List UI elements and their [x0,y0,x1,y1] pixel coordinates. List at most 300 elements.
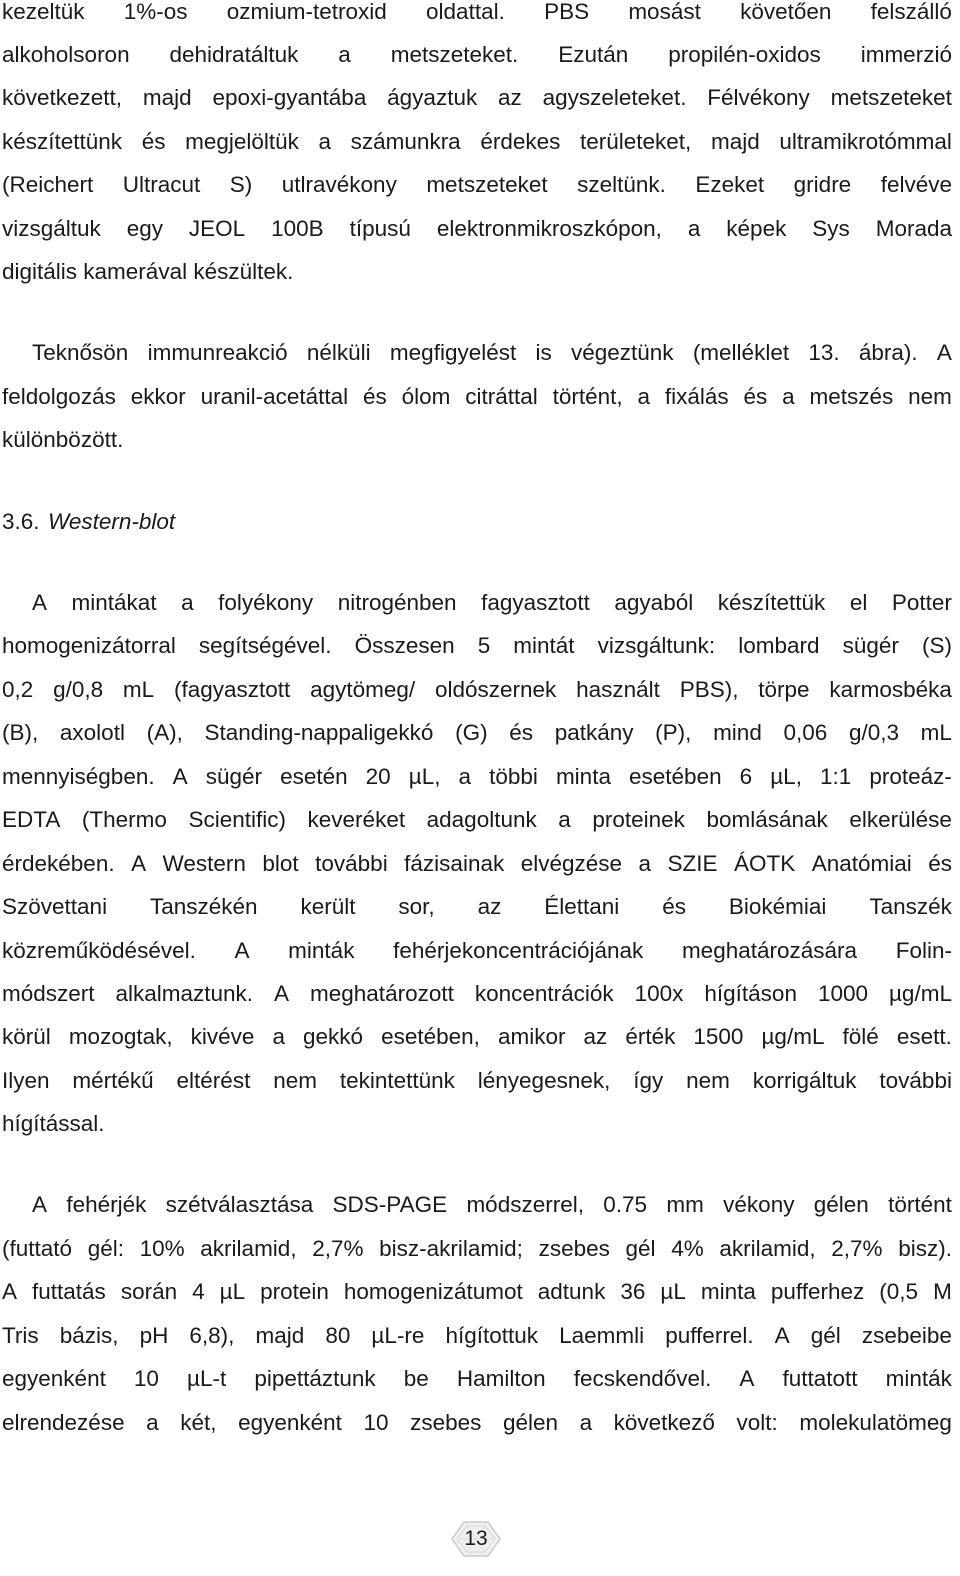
word: (Thermo [81,807,167,832]
word: típusú [349,216,411,241]
word: 1000 [817,981,868,1006]
text-line: digitális kamerával készültek. [2,259,294,284]
word: hígítottuk [445,1323,539,1348]
text-line [2,980,952,1008]
word: 1%-os [123,0,188,24]
word: egyenként [2,1366,106,1391]
word: homogenizátumot [343,1279,523,1304]
word: mintát [513,633,575,658]
word: meghatározott [310,981,454,1006]
text-line [2,1235,952,1263]
text-line [32,589,952,617]
word: készítettünk [2,129,123,154]
word: közreműködésével. [2,938,196,963]
word: (fagyasztott [173,677,291,702]
word: esetén [280,764,348,789]
text-line [2,84,952,112]
word: agyszeleteket. [542,85,687,110]
word: 0.75 [603,1192,648,1217]
word: A [234,938,250,963]
word: sügér [205,764,263,789]
word: majd [142,85,192,110]
word: gél: [87,1236,124,1261]
word: követően [740,0,832,24]
word: A [739,1366,755,1391]
word: esett. [896,1024,952,1049]
page-number-text: 13 [464,1527,488,1550]
word: sor, [398,894,435,919]
word: történt, [552,384,623,409]
word: µg/mL [888,981,952,1006]
word: mL [920,720,952,745]
word: a [782,384,795,409]
word: ágyaztuk [387,85,478,110]
word: került [300,894,356,919]
word: területeket, [580,129,692,154]
word: Összesen [354,633,455,658]
text-line [2,806,952,834]
text-line [2,1409,952,1437]
word: gél [625,1236,656,1261]
word: feldolgozás [2,384,116,409]
word: Élettani [544,894,620,919]
word: Szövettani [2,894,108,919]
word: további [879,1068,952,1093]
word: következő [613,1410,715,1435]
word: 1500 [693,1024,744,1049]
word: bisz). [898,1236,952,1261]
word: kivéve [190,1024,255,1049]
word: ozmium-tetroxid [226,0,387,24]
word: folyékony [218,590,314,615]
word: a [318,129,332,154]
word: képek [726,216,787,241]
word: µL [219,1279,246,1304]
word: a [146,1410,159,1435]
word: A [32,590,48,615]
word: 6,8), [189,1323,235,1348]
word: tekintettünk [339,1068,455,1093]
word: fecskendővel. [573,1366,712,1391]
word: és [509,720,534,745]
word: esetében [629,764,722,789]
word: g/0,3 [848,720,899,745]
text-line [32,339,952,367]
word: készítettük [717,590,826,615]
word: akrilamid, [200,1236,297,1261]
word: mL [122,677,155,702]
word: ekkor [130,384,186,409]
word: ábra). [858,340,918,365]
word: módszert [2,981,95,1006]
word: 80 [325,1323,351,1348]
word: számunkra [350,129,461,154]
word: és [363,384,387,409]
word: zsebeibe [861,1323,952,1348]
word: lényegesnek, [477,1068,611,1093]
word: a [579,1410,593,1435]
word: futtatás [32,1279,106,1304]
text-line [2,893,952,921]
word: protein [260,1279,329,1304]
word: esetében, [381,1024,480,1049]
text-line [2,41,952,69]
word: (P), [655,720,692,745]
word: a [272,1024,285,1049]
word: PBS), [679,677,739,702]
word: Ezeket [695,172,765,197]
word: A [936,340,952,365]
word: az [583,1024,608,1049]
word: a [458,764,472,789]
page-number [448,1519,504,1559]
word: elkerülése [849,807,952,832]
word: is [535,340,552,365]
word: egyenként [238,1410,342,1435]
word: 10 [363,1410,389,1435]
word: két, [180,1410,217,1435]
text-line [2,1067,952,1095]
word: oldattal. [426,0,505,24]
word: metszeteket. [390,42,519,67]
word: fázisainak [404,851,505,876]
text-line [2,850,952,878]
word: 4 [192,1279,205,1304]
word: minták [885,1366,952,1391]
word: 0,06 [783,720,828,745]
word: SZIE [667,851,718,876]
word: immunreakció [147,340,288,365]
word: elektronmikroszkópon, [436,216,662,241]
word: hígításon [704,981,797,1006]
word: Folin- [895,938,952,963]
word: felvéve [880,172,952,197]
word: 6 [739,764,753,789]
word: zsebes [410,1410,482,1435]
section-number: 3.6. [2,509,40,534]
word: ultramikrotómmal [779,129,952,154]
word: µL, [770,764,802,789]
word: 2,7% [831,1236,883,1261]
text-line [2,1365,952,1393]
word: µL, [408,764,441,789]
word: Anatómiai [811,851,912,876]
word: blot [262,851,299,876]
word: lombard [738,633,820,658]
word: mértékű [72,1068,154,1093]
word: Biokémiai [728,894,827,919]
word: nitrogénben [337,590,457,615]
text-line [2,1278,952,1306]
word: végeztünk [570,340,674,365]
word: (melléklet [692,340,790,365]
word: µL [660,1279,686,1304]
word: JEOL [188,216,246,241]
word: érdekében. [2,851,115,876]
word: megfigyelést [389,340,517,365]
word: kezeltük [2,0,85,24]
word: Tanszékén [149,894,258,919]
word: utlravékony [281,172,397,197]
word: metszeteket [426,172,548,197]
word: az [477,894,502,919]
word: pH [139,1323,169,1348]
word: így [633,1068,664,1093]
text-line [2,0,952,26]
word: fagyasztott [481,590,590,615]
word: Hamilton [456,1366,546,1391]
word: a [558,807,571,832]
word: alkoholsoron [2,42,130,67]
word: epoxi-gyantába [212,85,367,110]
word: (G) [455,720,488,745]
text-line [2,215,952,243]
word: pufferhez [770,1279,865,1304]
word: gél [810,1323,841,1348]
word: segítségével. [198,633,332,658]
word: A [274,981,290,1006]
word: SDS-PAGE [332,1192,448,1217]
word: 10 [133,1366,159,1391]
text-line [2,171,952,199]
word: Morada [875,216,952,241]
word: többi [489,764,538,789]
word: bázis, [59,1323,119,1348]
word: 100B [271,216,324,241]
word: és [662,894,686,919]
word: 20 [365,764,391,789]
word: nem [908,384,952,409]
word: dehidratáltuk [169,42,299,67]
word: Ultracut [122,172,201,197]
word: 36 [620,1279,646,1304]
text-line: hígítással. [2,1111,105,1136]
word: A [172,764,188,789]
word: Ezután [558,42,629,67]
word: S) [229,172,253,197]
word: PBS [544,0,590,24]
word: használt [576,677,660,702]
word: uranil-acetáttal [200,384,349,409]
word: és [928,851,952,876]
text-line [2,128,952,156]
word: A [774,1323,790,1348]
word: majd [255,1323,305,1348]
word: A [131,851,147,876]
word: 13. [808,340,840,365]
word: 4% [671,1236,704,1261]
word: és [743,384,768,409]
text-line [2,632,952,660]
word: korrigáltuk [752,1068,857,1093]
word: (B), [2,720,39,745]
word: Standing-nappaligekkó [204,720,434,745]
word: nem [273,1068,317,1093]
word: Teknősön [32,340,129,365]
word: minta [700,1279,756,1304]
word: gélen [813,1192,869,1217]
word: módszerrel, [466,1192,584,1217]
word: Scientific) [188,807,286,832]
section-heading [2,508,175,536]
word: eltérést [176,1068,251,1093]
word: mintákat [71,590,157,615]
word: A [2,1279,18,1304]
word: Laemmli [559,1323,645,1348]
word: immerzió [860,42,952,67]
word: körül [2,1024,51,1049]
word: molekulatömeg [799,1410,952,1435]
word: futtatott [782,1366,858,1391]
word: EDTA [2,807,61,832]
text-line [2,383,952,411]
word: egy [126,216,163,241]
word: µL-re [371,1323,425,1348]
word: nem [686,1068,730,1093]
word: fehérjekoncentrációjának [393,938,644,963]
word: A [32,1192,48,1217]
word: a [181,590,194,615]
word: ÁOTK [733,851,796,876]
word: gridre [793,172,852,197]
word: (A), [146,720,183,745]
word: 5 [477,633,491,658]
section-title: Western-blot [48,509,176,534]
word: metszeteket [830,85,952,110]
word: elvégzése [520,851,623,876]
word: a [687,216,701,241]
word: (S) [921,633,952,658]
word: 100x [634,981,684,1006]
word: amikor [497,1024,566,1049]
word: majd [710,129,760,154]
word: érték [625,1024,676,1049]
word: a [638,851,652,876]
word: ólom [401,384,451,409]
word: Tanszék [869,894,952,919]
word: (Reichert [2,172,94,197]
word: pipettáztunk [254,1366,376,1391]
word: elrendezése [2,1410,125,1435]
word: vékony [723,1192,795,1217]
word: (0,5 [879,1279,919,1304]
word: 10% [139,1236,185,1261]
word: bisz-akrilamid; [379,1236,523,1261]
word: gekkó [303,1024,364,1049]
word: karmosbéka [829,677,952,702]
word: a [338,42,351,67]
word: keveréket [307,807,406,832]
word: homogenizátorral [2,633,176,658]
word: Potter [891,590,952,615]
text-line [2,719,952,747]
word: gélen [502,1410,558,1435]
word: koncentrációk [474,981,614,1006]
word: az [498,85,522,110]
word: Western [162,851,246,876]
word: 0,2 [2,677,34,702]
word: proteinek [592,807,685,832]
word: oldószernek [434,677,557,702]
word: történt [888,1192,952,1217]
word: adagoltunk [426,807,537,832]
word: µg/mL [761,1024,825,1049]
word: minta [555,764,611,789]
word: következett, [2,85,123,110]
word: axolotl [59,720,125,745]
word: bomlásának [706,807,828,832]
word: citráttal [465,384,538,409]
text-line [2,937,952,965]
word: mozogtak, [68,1024,173,1049]
text-line [2,763,952,791]
word: g/0,8 [53,677,104,702]
text-line [2,1023,952,1051]
word: során [120,1279,178,1304]
word: 1:1 [820,764,852,789]
word: Ilyen [2,1068,50,1093]
word: vizsgáltuk [2,216,101,241]
word: és [141,129,166,154]
word: fölé [842,1024,879,1049]
word: további [315,851,388,876]
word: mind [713,720,762,745]
word: agyaból [614,590,694,615]
word: mennyiségben. [2,764,155,789]
word: szeltünk. [577,172,666,197]
word: volt: [736,1410,778,1435]
word: megjelöltük [185,129,299,154]
word: akrilamid, [719,1236,816,1261]
text-line: különbözött. [2,427,124,452]
word: el [849,590,868,615]
word: propilén-oxidos [668,42,821,67]
word: be [403,1366,429,1391]
text-line [32,1191,952,1219]
word: (futtató [2,1236,73,1261]
word: M [933,1279,952,1304]
word: sügér [842,633,899,658]
word: Félvékony [707,85,810,110]
word: proteáz- [869,764,952,789]
text-line [2,1322,952,1350]
word: agytömeg/ [310,677,416,702]
word: fixálás [664,384,729,409]
word: mm [666,1192,704,1217]
word: fehérjék [66,1192,147,1217]
word: nélküli [306,340,371,365]
word: 2,7% [312,1236,364,1261]
word: törpe [758,677,810,702]
word: vizsgáltunk: [597,633,716,658]
word: µL-t [187,1366,227,1391]
word: mosást [628,0,701,24]
word: adtunk [537,1279,606,1304]
word: zsebes [538,1236,610,1261]
word: érdekes [480,129,561,154]
word: patkány [554,720,634,745]
word: Tris [2,1323,39,1348]
word: szétválasztása [165,1192,314,1217]
word: meghatározására [681,938,858,963]
word: alkalmaztunk. [115,981,254,1006]
text-line [2,676,952,704]
word: pufferrel. [665,1323,754,1348]
word: Sys [812,216,850,241]
word: minták [288,938,355,963]
word: a [637,384,651,409]
word: felszálló [870,0,952,24]
